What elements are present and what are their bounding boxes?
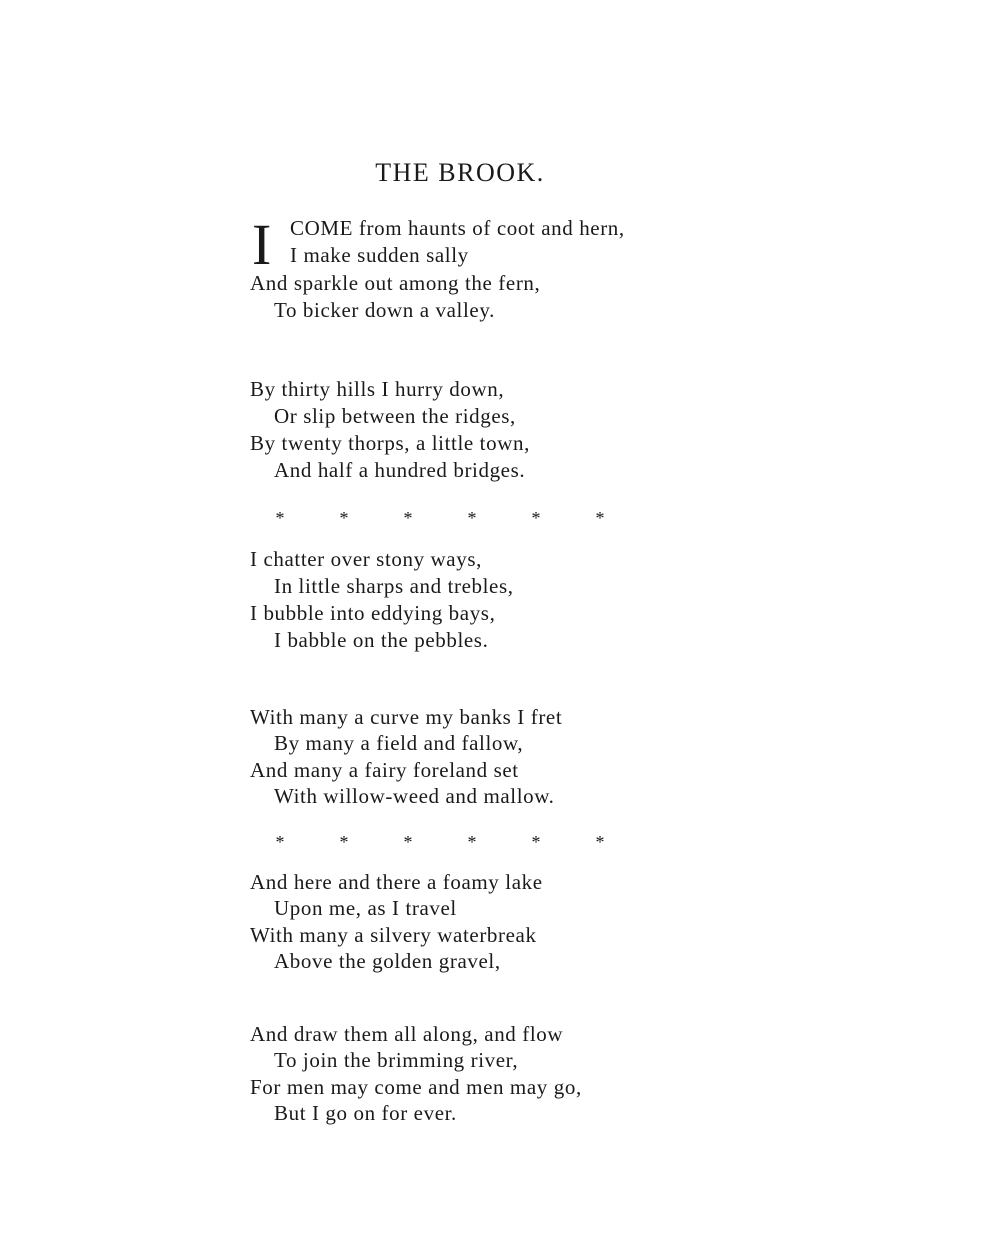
separator-star: *	[467, 508, 477, 528]
poem-title: THE BROOK.	[375, 158, 545, 187]
section-separator-1	[270, 508, 610, 529]
stanza-4-line-1: With many a curve my banks I fret	[250, 705, 563, 729]
separator-star: *	[339, 508, 349, 528]
separator-star: *	[531, 832, 541, 852]
separator-star: *	[403, 508, 413, 528]
separator-star: *	[275, 508, 285, 528]
stanza-5-line-1: And here and there a foamy lake	[250, 870, 543, 894]
stanza-1-line-2: I make sudden sally	[290, 243, 469, 267]
separator-star: *	[595, 508, 605, 528]
stanza-4-line-2: By many a field and fallow,	[274, 731, 524, 755]
stanza-1-line-4: To bicker down a valley.	[274, 298, 495, 322]
separator-star: *	[403, 832, 413, 852]
stanza-3-line-3: I bubble into eddying bays,	[250, 601, 496, 625]
stanza-3-line-1: I chatter over stony ways,	[250, 547, 482, 571]
stanza-6-line-1: And draw them all along, and flow	[250, 1022, 564, 1046]
separator-star: *	[595, 832, 605, 852]
separator-star: *	[531, 508, 541, 528]
stanza-6-line-4: But I go on for ever.	[274, 1101, 457, 1125]
stanza-1-line-1: COME from haunts of coot and hern,	[290, 216, 625, 240]
stanza-5-line-4: Above the golden gravel,	[274, 949, 501, 973]
stanza-5-line-3: With many a silvery waterbreak	[250, 923, 537, 947]
stanza-2-line-3: By twenty thorps, a little town,	[250, 431, 530, 455]
stanza-5-line-2: Upon me, as I travel	[274, 896, 457, 920]
stanza-4-line-3: And many a fairy foreland set	[250, 758, 519, 782]
separator-star: *	[339, 832, 349, 852]
stanza-2-line-2: Or slip between the ridges,	[274, 404, 516, 428]
stanza-6-line-3: For men may come and men may go,	[250, 1075, 582, 1099]
stanza-3-line-4: I babble on the pebbles.	[274, 628, 489, 652]
drop-cap: I	[252, 212, 272, 277]
stanza-4-line-4: With willow-weed and mallow.	[274, 784, 555, 808]
separator-star: *	[275, 832, 285, 852]
stanza-2-line-4: And half a hundred bridges.	[274, 458, 526, 482]
stanza-3-line-2: In little sharps and trebles,	[274, 574, 514, 598]
stanza-1-line-3: And sparkle out among the fern,	[250, 271, 541, 295]
section-separator-2	[270, 832, 610, 853]
stanza-2-line-1: By thirty hills I hurry down,	[250, 377, 505, 401]
separator-star: *	[467, 832, 477, 852]
stanza-6-line-2: To join the brimming river,	[274, 1048, 519, 1072]
